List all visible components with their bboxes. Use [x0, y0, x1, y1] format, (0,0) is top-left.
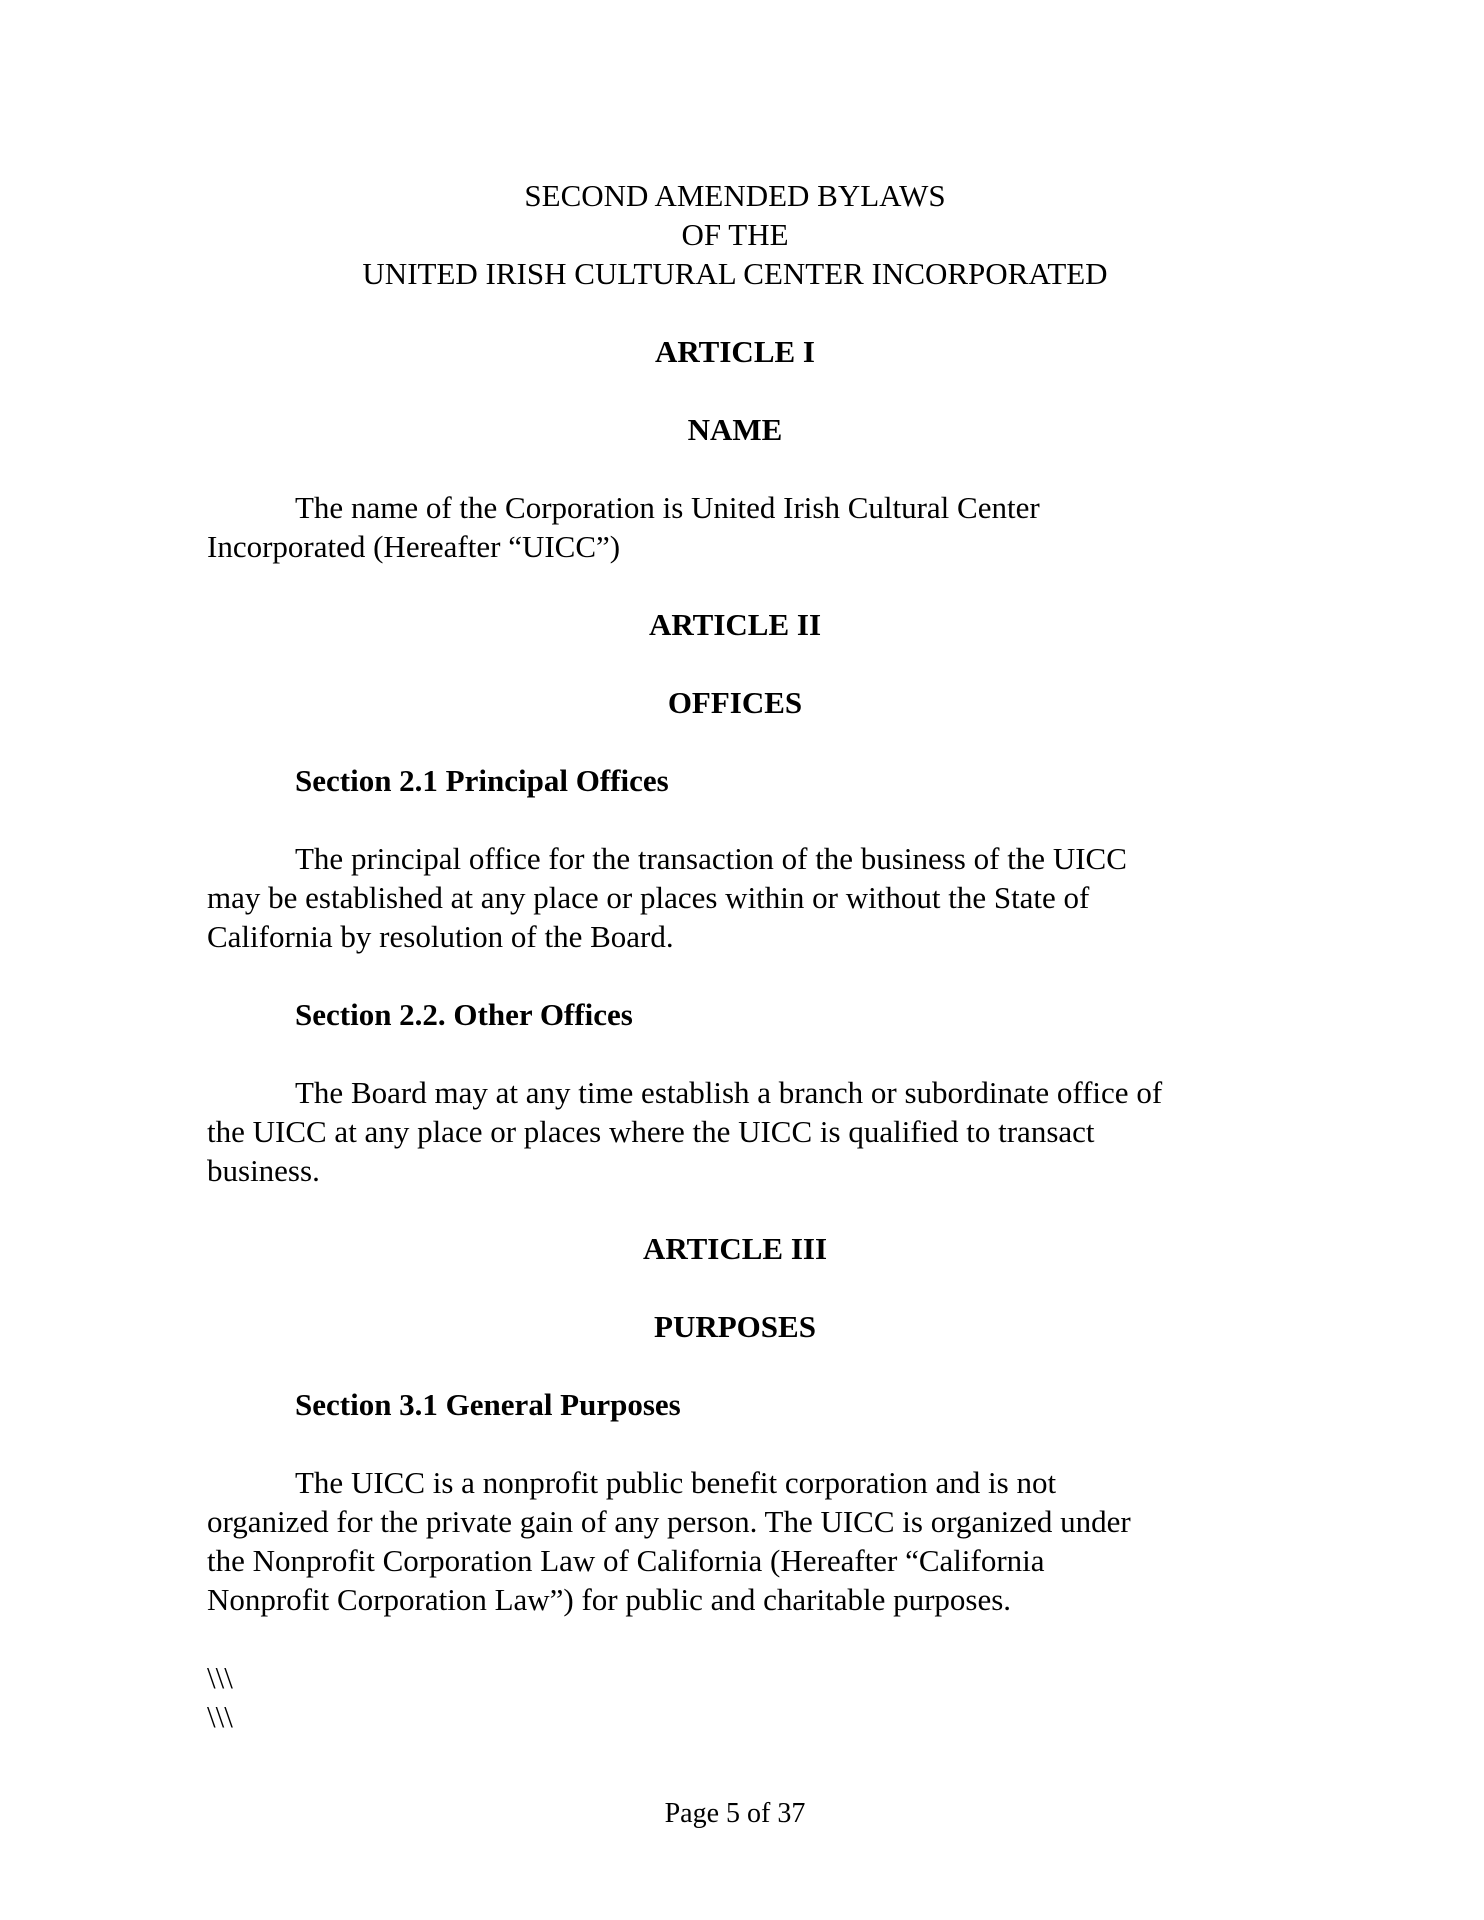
section-2-1-line: California by resolution of the Board. [207, 919, 674, 954]
article-2-heading: ARTICLE II [648, 607, 822, 642]
continuation-mark: \\\ [207, 1660, 233, 1695]
section-3-1-line: The UICC is a nonprofit public benefit corporation and is not [295, 1465, 1057, 1500]
section-3-1-heading: Section 3.1 General Purposes [295, 1387, 681, 1422]
section-3-1-line: organized for the private gain of any person. The UICC is organized under [207, 1504, 1131, 1539]
article-1-paragraph-line: Incorporated (Hereafter “UICC”) [207, 529, 621, 564]
section-3-1-line: the Nonprofit Corporation Law of California (Hereafter “California [207, 1543, 1045, 1578]
article-1-paragraph-line: The name of the Corporation is United Irish Cultural Center [295, 490, 1040, 525]
section-2-2-line: business. [207, 1153, 320, 1188]
article-2-subheading: OFFICES [667, 685, 803, 720]
article-3-subheading: PURPOSES [654, 1309, 816, 1344]
doc-title-line-2: OF THE [681, 217, 789, 252]
doc-title-line-3: UNITED IRISH CULTURAL CENTER INCORPORATED [362, 256, 1108, 291]
doc-title-line-1: SECOND AMENDED BYLAWS [524, 178, 946, 213]
section-3-1-line: Nonprofit Corporation Law”) for public and charitable purposes. [207, 1582, 1012, 1617]
section-2-2-line: the UICC at any place or places where the UICC is qualified to transact [207, 1114, 1095, 1149]
section-2-2-heading: Section 2.2. Other Offices [295, 997, 633, 1032]
continuation-mark: \\\ [207, 1699, 233, 1734]
article-1-subheading: NAME [687, 412, 783, 447]
section-2-2-line: The Board may at any time establish a branch or subordinate office of [295, 1075, 1163, 1110]
section-2-1-line: may be established at any place or places within or without the State of [207, 880, 1090, 915]
article-1-heading: ARTICLE I [655, 334, 815, 369]
section-2-1-heading: Section 2.1 Principal Offices [295, 763, 669, 798]
article-3-heading: ARTICLE III [642, 1231, 828, 1266]
section-2-1-line: The principal office for the transaction of the business of the UICC [295, 841, 1127, 876]
page-number: Page 5 of 37 [664, 1798, 806, 1829]
